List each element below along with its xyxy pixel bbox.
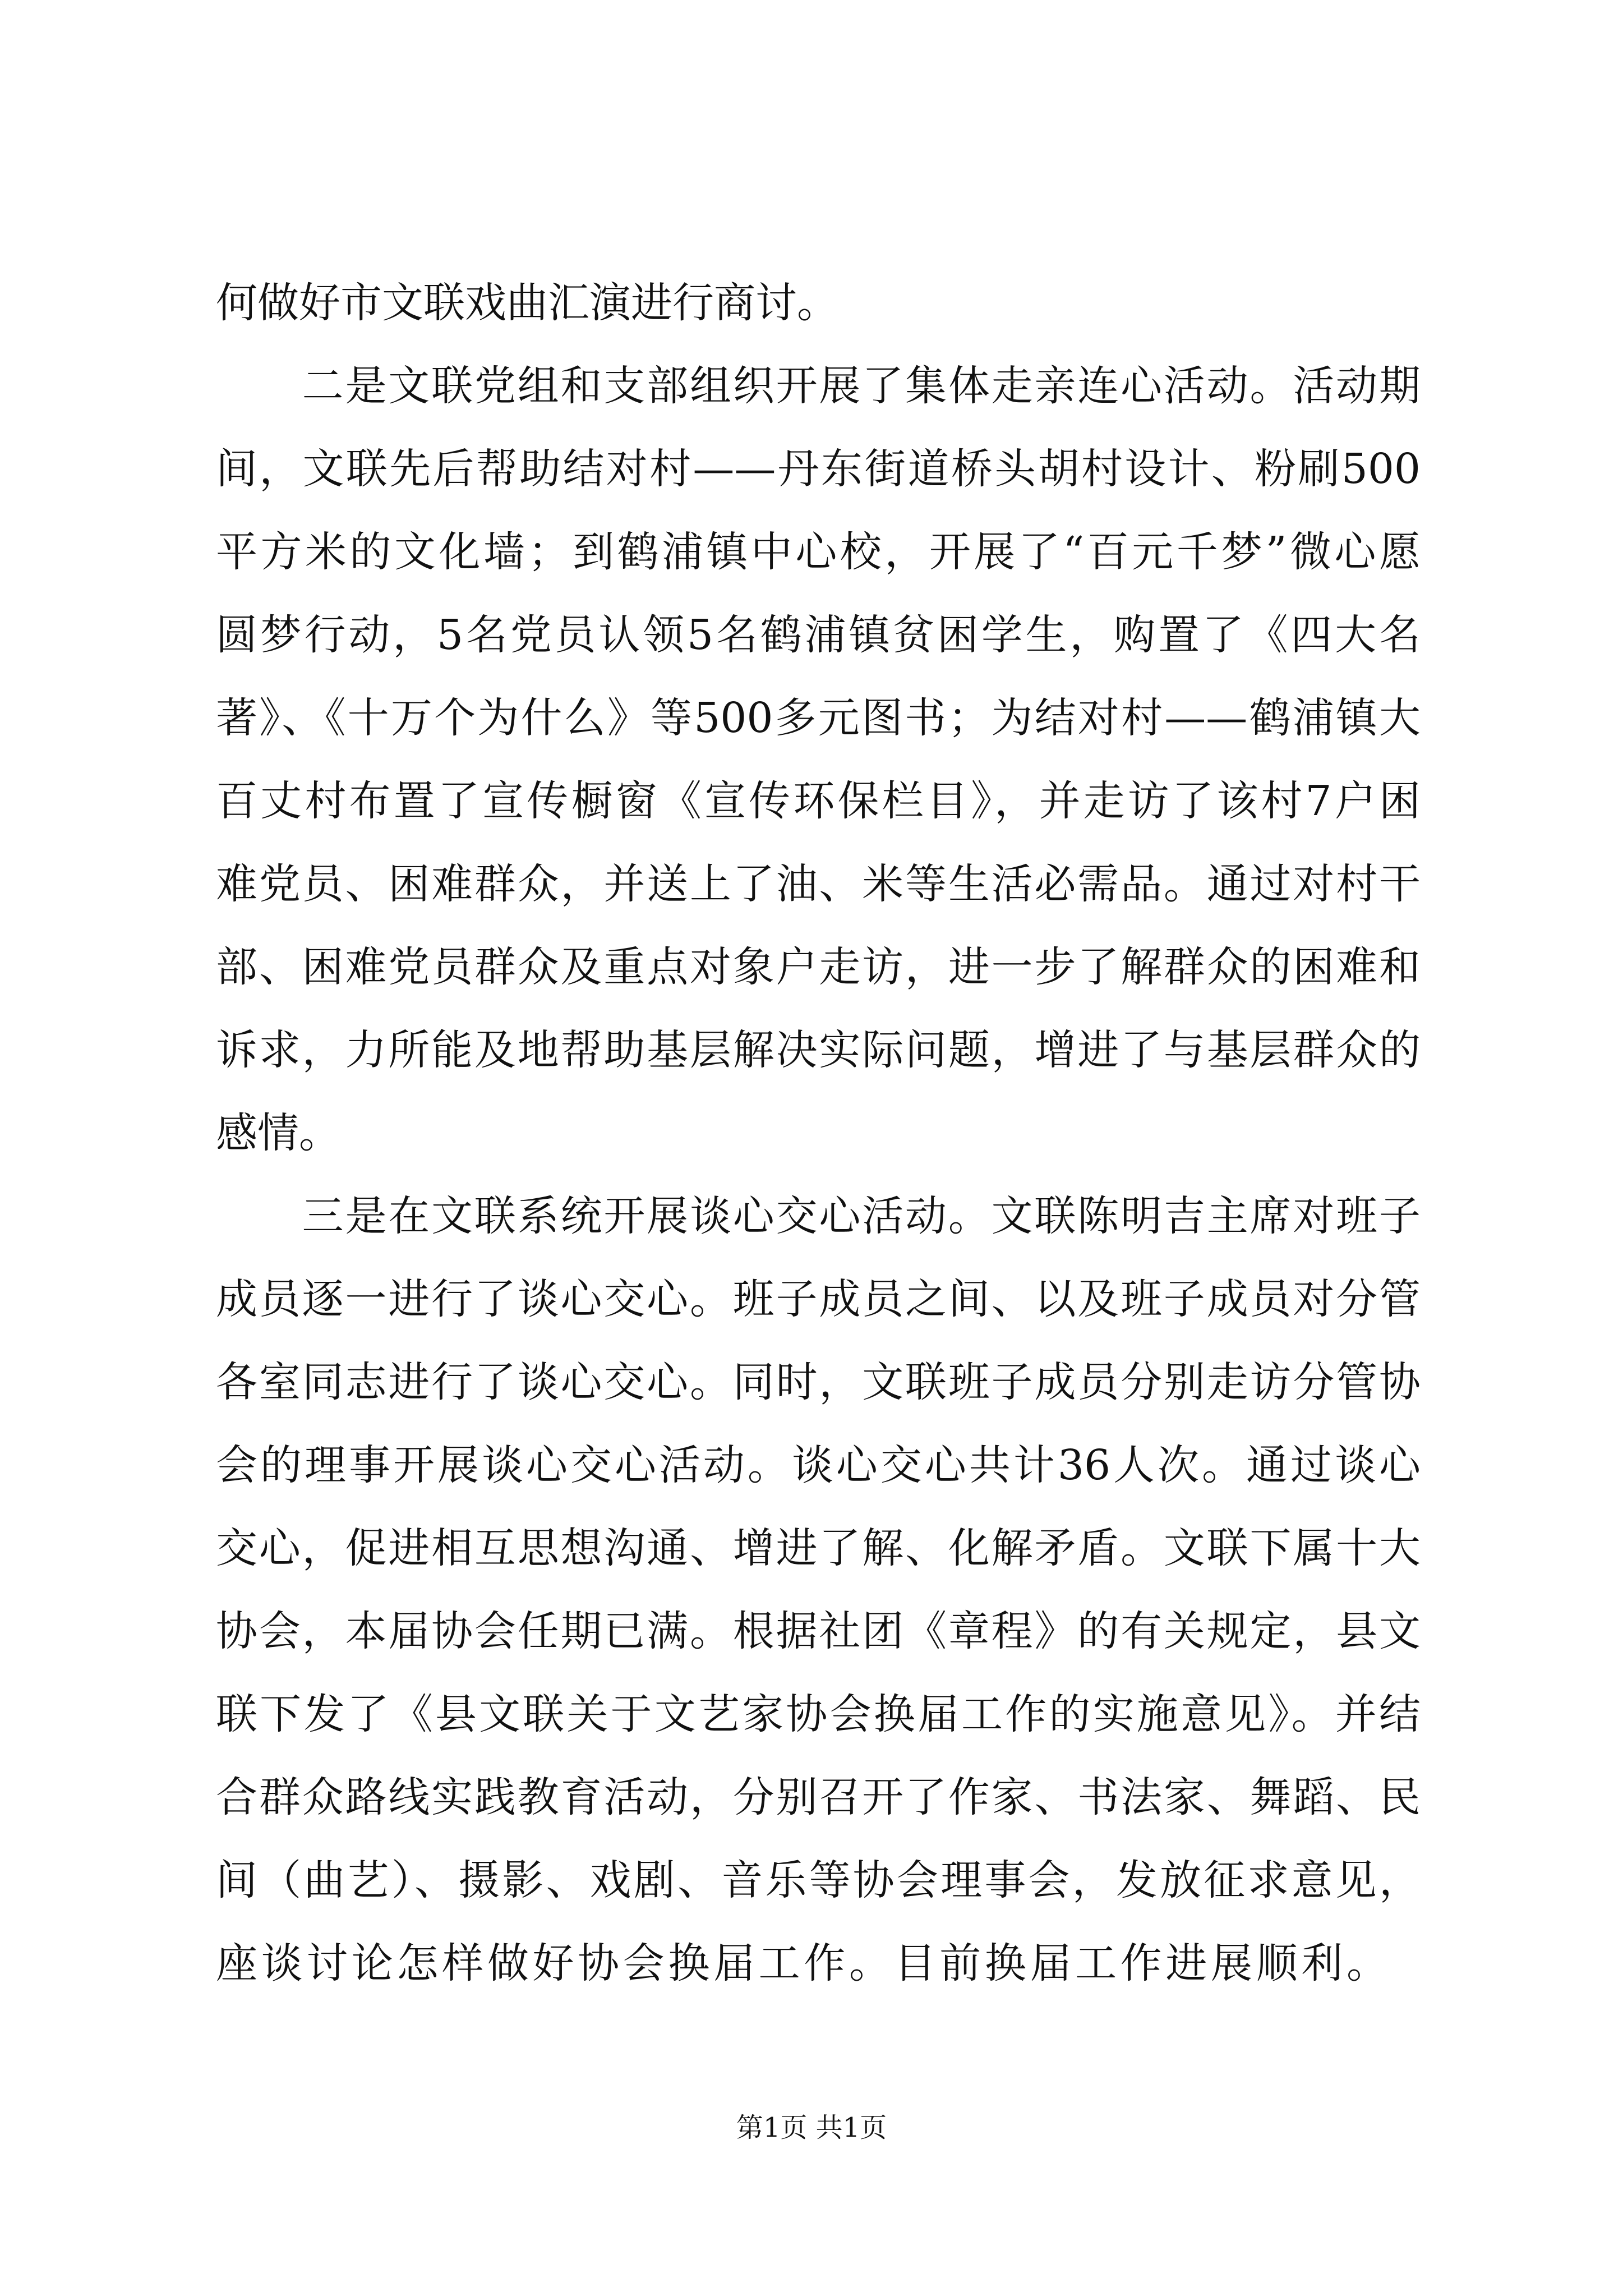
text-line: 联下发了《县文联关于文艺家协会换届工作的实施意见》。并结 <box>216 1690 1421 1738</box>
text-line: 诉求，力所能及地帮助基层解决实际问题，增进了与基层群众的 <box>216 1026 1421 1074</box>
text-line: 合群众路线实践教育活动，分别召开了作家、书法家、舞蹈、民 <box>216 1773 1421 1821</box>
text-line: 座谈讨论怎样做好协会换届工作。目前换届工作进展顺利。 <box>216 1939 1388 1987</box>
text-line: 感情。 <box>216 1109 340 1157</box>
text-line: 各室同志进行了谈心交心。同时，文联班子成员分别走访分管协 <box>216 1358 1421 1406</box>
text-line: 圆梦行动，5名党员认领5名鹤浦镇贫困学生，购置了《四大名 <box>216 611 1421 659</box>
page-number-label: 第1页 共1页 <box>736 2112 887 2143</box>
text-line: 间（曲艺）、摄影、戏剧、音乐等协会理事会，发放征求意见， <box>216 1856 1421 1904</box>
text-line: 交心，促进相互思想沟通、增进了解、化解矛盾。文联下属十大 <box>216 1524 1421 1572</box>
text-line: 协会，本届协会任期已满。根据社团《章程》的有关规定，县文 <box>216 1607 1421 1655</box>
text-line: 成员逐一进行了谈心交心。班子成员之间、以及班子成员对分管 <box>216 1275 1421 1323</box>
text-line: 著》、《十万个为什么》等500多元图书；为结对村——鹤浦镇大 <box>216 694 1421 742</box>
text-line: 何做好市文联戏曲汇演进行商讨。 <box>216 279 838 327</box>
text-line: 会的理事开展谈心交心活动。谈心交心共计36人次。通过谈心 <box>216 1441 1421 1489</box>
text-line: 间，文联先后帮助结对村——丹东街道桥头胡村设计、粉刷500 <box>216 445 1421 493</box>
text-line: 三是在文联系统开展谈心交心活动。文联陈明吉主席对班子 <box>216 1192 1421 1240</box>
text-line: 部、困难党员群众及重点对象户走访，进一步了解群众的困难和 <box>216 943 1421 991</box>
text-line: 难党员、困难群众，并送上了油、米等生活必需品。通过对村干 <box>216 860 1421 908</box>
page-footer <box>0 2108 1623 2147</box>
text-line: 二是文联党组和支部组织开展了集体走亲连心活动。活动期 <box>216 362 1421 410</box>
text-line: 平方米的文化墙；到鹤浦镇中心校，开展了“百元千梦”微心愿 <box>216 528 1421 576</box>
text-line: 百丈村布置了宣传橱窗《宣传环保栏目》，并走访了该村7户困 <box>216 777 1421 825</box>
